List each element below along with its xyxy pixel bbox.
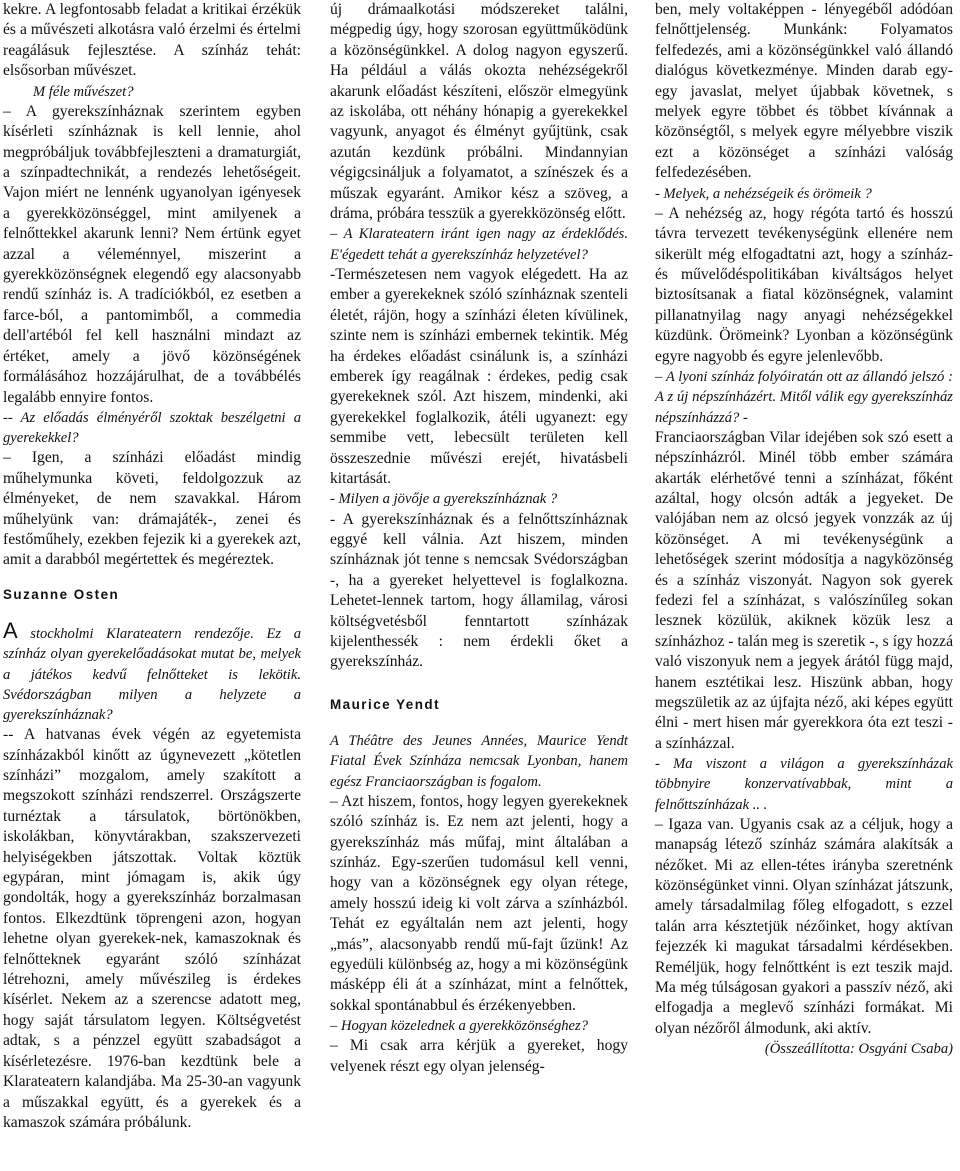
paragraph: – Azt hiszem, fontos, hogy legyen gyerekeknek szóló színház is. Ez nem azt jelenti, hogy a gyerekszínház más műfaj, mint általában a színház. Egy-szerűen tudomásul kell venni, hogy van a közönségnek egy olyan rétege, amely hosszú ideig ki volt zárva a színházból. Tehát ez egyáltalán nem azt jelenti, hogy „más”, alacsonyabb rendű mű-fajt űzünk! Az egyedüli különbség az, hogy a mi közönségünk másképp éli át a színházat, mint a felnőttek, sokkal spontánabbul és érzékenyebben.	[330, 792, 628, 1014]
paragraph: – A nehézség az, hogy régóta tartó és hosszú távra tervezett tevékenységünk ellenére nem sikerült még elfogadtatni azt, hogy a színház- és művelődéspolitikában kiváltságos helyet biztosítsanak a fiatal közönségnek, valamint pillanatnyilag nagy anyagi nehézségekkel küzdünk. Örömeink? Lyonban a közönségünk egyre nagyobb és egyre jelenlevőbb.	[655, 204, 953, 365]
paragraph: – A gyerekszínháznak szerintem egyben kísérleti színháznak is kell lennie, ahol megpróbáljuk továbbfejleszteni a dramaturgiát, a színpadtechnikát, a rendezés lehetőségeit. Vajon miért ne lennénk ugyanolyan igényesek a gyerekközönséggel, mint amilyenek a felnőttekkel akarunk lenni? Nem értünk egyet azzal a véleménnyel, miszerint a gyerekközönségnek elegendő egy alacsonyabb rendű színház is. A tradíciókból, ez esetben a farce-ból, a pantomimből, a commedia dell'artéból fel kell használni mindazt az értéket, amely a jövő közönségének formálásához hozzájárulhat, de a továbbélés legalább ennyire fontos.	[3, 102, 301, 406]
interview-question: - Milyen a jövője a gyerekszínháznak ?	[330, 491, 558, 508]
interview-question: – Hogyan közelednek a gyerekközönséghez?	[330, 1018, 588, 1035]
paragraph: - A gyerekszínháznak és a felnőttszínháznak eggyé kell válnia. Azt hiszem, minden színháznak jót tenne s nemcsak Svédországban -, ha a gyereket helyettevel is foglalkozna. Lehetet-lennek tartom, hogy államilag, városi költségvetésből fenntartott színházak kijelenthessék : nem érdekli őket a gyerekszínház.	[330, 510, 628, 671]
interview-question: M féle művészet?	[33, 83, 134, 100]
intro-initial: A	[3, 618, 18, 644]
paragraph: kekre. A legfontosabb feladat a kritikai érzékük és a művészeti alkotásra való érzelmi és értelmi reagálásuk fejlesztése. A színház tehát: elsősorban művészet.	[3, 1, 301, 80]
paragraph: – Mi csak arra kérjük a gyereket, hogy velyenek részt egy olyan jelenség-	[330, 1037, 628, 1075]
interview-question: - Melyek, a nehézségeik és örömeik ?	[655, 185, 872, 202]
paragraph: – Igen, a színházi előadást mindig műhelymunka követi, feldolgozzuk az élményeket, de nem szavakkal. Három műhelyünk van: drámajáték-, zenei és festőműhely, ezekben fejezik ki a gyerekek azt, amit a darabból megértettek és megéreztek.	[3, 449, 301, 569]
text-column-2	[330, 0, 628, 1077]
compiler-credit: (Összeállította: Osgyáni Csaba)	[764, 1041, 953, 1058]
text-column-1	[3, 0, 301, 1133]
paragraph: -Természetesen nem vagyok elégedett. Ha az ember a gyerekeknek szóló színháznak szenteli életét, rájön, hogy a színházi életen kívülinek, szinte nem is színházi embernek tekintik. Még ha érdekes előadást csinálunk is, a színházi emberek így reagálnak : érdekes, pedig csak gyerekeknek szól. Azt hiszem, mindenki, aki gyerekekkel foglalkozik, átéli ugyanezt: egy semmibe vett, lebecsült területen kell összeszednie művészi erejét, hivatásbeli kitartását.	[330, 265, 628, 487]
interview-question: – A lyoni színház folyóiratán ott az állandó jelszó : A z új népszínházért. Mitől válik egy gyerekszínház népszínházzá? -	[655, 369, 953, 426]
paragraph: – Igaza van. Ugyanis csak az a céljuk, hogy a manapság létező színház számára alakítsák a nézőket. Mi az ellen-tétes irányba szeretnénk közönségünket vinni. Olyan színházat játszunk, amely társadalmilag főleg elfogadott, s ezzel talán arra késztetjük nézőinket, hogy aktívan fejezzék ki magukat társadalmi kérdésekben. Reméljük, hogy felnőttként is ezt teszik majd. Ma még túlságosan gyakori a passzív néző, aki elfogadja a meglevő színházi formákat. Mi olyan nézőről álmodunk, aki aktív.	[655, 815, 953, 1037]
intro-paragraph	[3, 618, 301, 725]
interviewee-name: Maurice Yendt	[330, 696, 441, 712]
intro-paragraph: A Théâtre des Jeunes Années, Maurice Yendt Fiatal Évek Színháza nemcsak Lyonban, hanem egész Franciaországban is fogalom.	[330, 733, 628, 790]
paragraph: -- A hatvanas évek végén az egyetemista színházakból kinőtt az úgynevezett „kötetlen színházi” mozgalom, amely szakított a megszokott színházi rendszerrel. Országszerte turnéztak a társulatok, börtönökben, iskolákban, könyvtárakban, szakszervezeti helyiségekben játszottak. Voltak köztük egypáran, mint jómagam is, akik úgy gondolták, hogy a gyerekszínház borzalmasan fontos. Elkezdtünk töprengeni azon, hogyan lehetne olyan gyerekek-nek, kamaszoknak és felnőtteknek egyaránt szóló színházat létrehozni, amely művészileg is érdekes kísérlet. Nekem az a szerencse adatott meg, hogy saját társulatom legyen. Költségvetést adtak, s a pénzzel együtt szabadságot a kísérletezésre. 1976-ban kezdtünk bele a Klarateatern kalandjába. Ma 25-30-an vagyunk a műszakkal együtt, és a gyerekek és a kamaszok számára próbálunk.	[3, 726, 301, 1131]
paragraph: Franciaországban Vilar idejében sok szó esett a népszínházról. Minél több ember számára akarták elérhetővé tenni a színházat, főként azáltal, hogy olcsón adták a jegyeket. De valójában nem az olcsó jegyek vonzzák az új közönséget. A mi tevékenységünk a lehetőségek szerint módosítja a nagyközönség és a színház viszonyát. Nagyon sok gyerek fedezi fel a színházat, s valószínűleg sokan lesznek közülük, akiknek közük lesz a színházhoz - talán meg is szeretik -, s így hozzá való viszonyuk nem a jegyek árától függ majd, hanem esztétikai lesz. Hiszünk abban, hogy megszületik az az újfajta néző, aki képes együtt élni - mert hisen már gyerekkora óta ezt teszi - a színházzal.	[655, 428, 953, 752]
paragraph: ben, mely voltaképpen - lényegéből adódóan felnőttjelenség. Munkánk: Folyamatos felfedezés, ami a közönségünkkel való állandó dialógus következménye. Minden darab egy-egy javaslat, melyet újabbak követnek, s melyek egyre többet és többet kívánnak a közönségtől, s melyek egyre mélyebbre viszik ezt a közönséget a színházi valóság felfedezésében.	[655, 1, 953, 182]
interview-question: - Ma viszont a világon a gyerekszínházak többnyire konzervatívabbak, mint a felnőttszínházak .. .	[655, 756, 953, 813]
interview-question: -- Az előadás élményéről szoktak beszélgetni a gyerekekkel?	[3, 409, 301, 447]
text-column-3	[655, 0, 953, 1060]
interviewee-name: Suzanne Osten	[3, 586, 120, 602]
interview-question: – A Klarateatern iránt igen nagy az érdeklődés. E'égedett tehát a gyerekszínház helyzetével?	[330, 226, 628, 263]
intro-text: stockholmi Klarateatern rendezője. Ez a színház olyan gyerekelőadásokat mutat be, melyek a játékos kedvű felnőtteket is lekötik. Svédországban milyen a helyzete a gyerekszínháznak?	[3, 626, 301, 723]
paragraph: új drámaalkotási módszereket találni, mégpedig úgy, hogy szorosan együttműködünk a közönségünkkel. A dolog nagyon egyszerű. Ha például a válás okozta nehézségekről akarunk előadást készíteni, először elmegyünk az iskolába, ott néhány hónapig a gyerekekkel vagyunk, anyagot és élményt gyűjtünk, csak azután kezdünk próbálni. Mindannyian végigcsináljuk a folyamatot, a színészek és a műszak egyaránt. Amikor kész a szöveg, a dráma, próbára tesszük a gyerekközönség előtt.	[330, 1, 628, 223]
